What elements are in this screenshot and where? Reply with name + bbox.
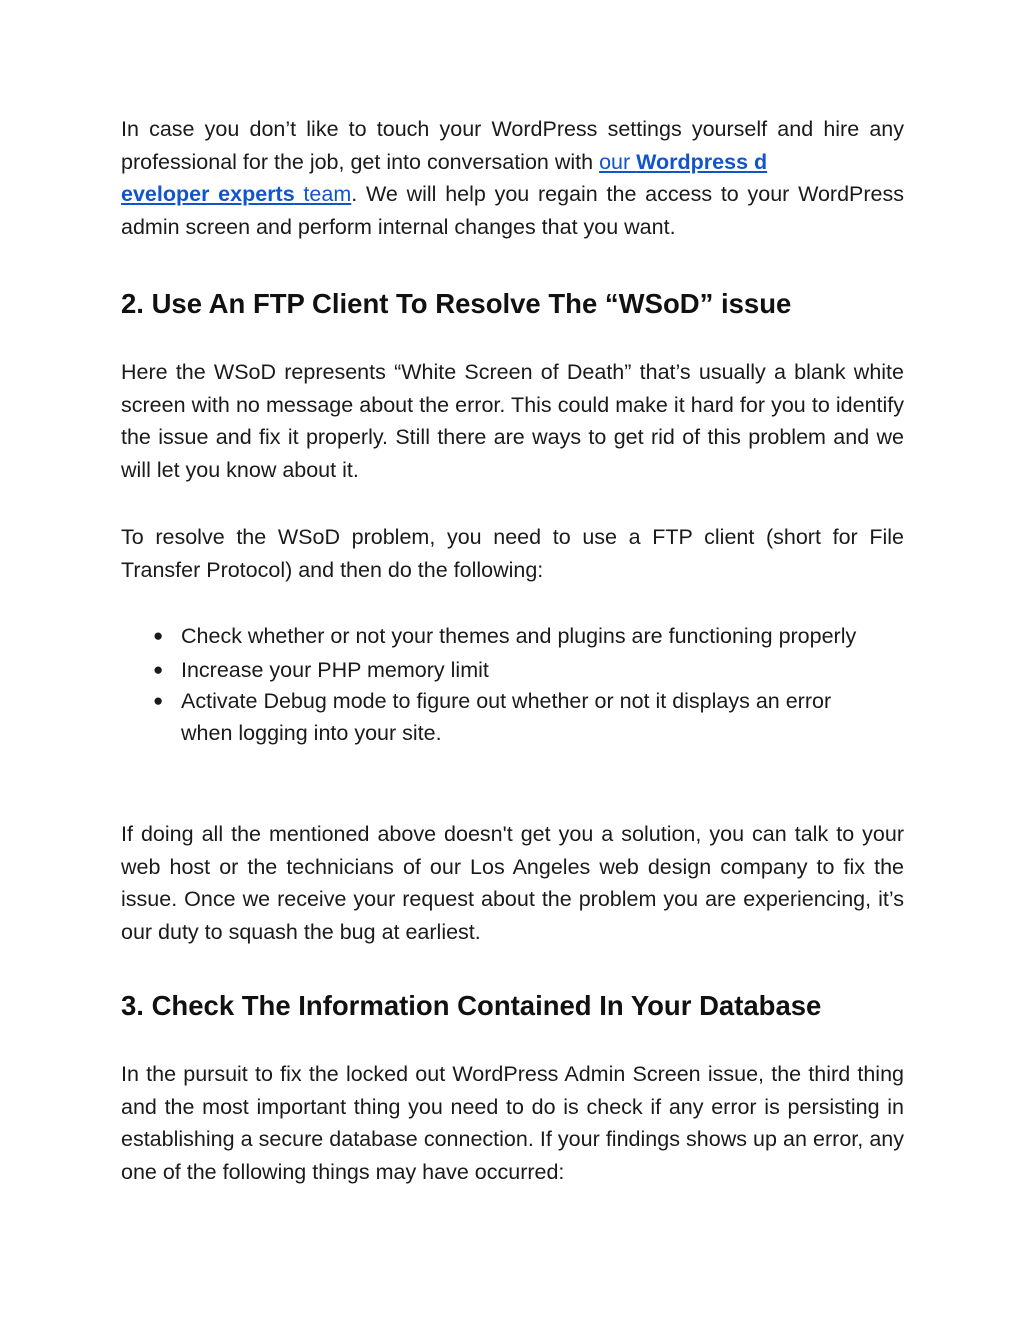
list-item [121, 685, 871, 750]
section-3-paragraph-1: In the pursuit to fix the locked out WordPress Admin Screen issue, the third thing and the most important thing you need to do is check if any error is persisting in establishing a secure database connection. If your findings shows up an error, any one of the following things may have occurred: [121, 1062, 904, 1184]
bullet-icon: ● [153, 626, 164, 645]
section-2-heading: 2. Use An FTP Client To Resolve The “WSoD” issue [121, 288, 792, 319]
link-wordpress-text: Wordpress d [636, 149, 768, 174]
intro-text-before: In case you don’t like to touch your WordPress settings yourself and hire any professional for the job, get into conversation with [121, 117, 904, 174]
list-item-text: Check whether or not your themes and plugins are functioning properly [181, 624, 857, 648]
fix-steps-list [121, 620, 871, 750]
bullet-icon: ● [153, 659, 164, 679]
list-item-text: Activate Debug mode to figure out whether or not it displays an error when logging into your site. [181, 688, 832, 746]
section-3-heading: 3. Check The Information Contained In Your Database [121, 990, 822, 1021]
list-item [121, 655, 871, 685]
link-our-text: our [599, 149, 637, 174]
link-eveloper-text: eveloper experts [121, 182, 295, 207]
intro-text-after: . We will help you regain the access to your WordPress admin screen and perform internal changes that you want. [121, 182, 905, 239]
intro-paragraph [121, 113, 904, 243]
list-item [121, 620, 871, 653]
bullet-icon: ● [153, 690, 164, 710]
section-2-paragraph-1: Here the WSoD represents “White Screen of Death” that’s usually a blank white screen with no message about the error. This could make it hard for you to identify the issue and fix it properly. Still there are ways to get rid of this problem and we will let you know about it. [121, 360, 904, 482]
link-team-text: team [294, 182, 352, 207]
list-item-text: Increase your PHP memory limit [181, 657, 489, 682]
section-2-paragraph-2: To resolve the WSoD problem, you need to use a FTP client (short for File Transfer Protocol) and then do the following: [121, 525, 904, 582]
section-2-paragraph-3: If doing all the mentioned above doesn't get you a solution, you can talk to your web host or the technicians of our Los Angeles web design company to fix the issue. Once we receive your request about the problem you are experiencing, it’s our duty to squash the bug at earliest. [121, 822, 904, 944]
